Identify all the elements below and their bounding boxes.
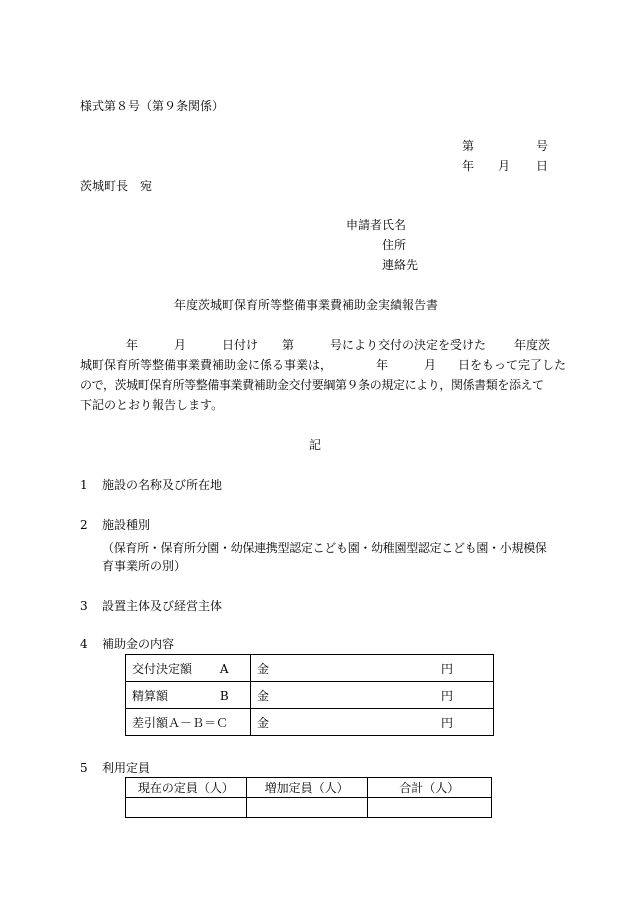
capacity-table [125,777,492,818]
ref-dai: 第 [462,139,475,153]
subsidy-code: B [219,688,229,703]
body-date: 日付け [222,338,259,352]
item4-label: 補助金の内容 [102,637,175,651]
subsidy-label: 差引額Ａ－Ｂ＝Ｃ [132,715,229,730]
body-line2-month: 月 [424,358,437,372]
subsidy-label-cell [126,682,251,709]
body-line2-day: 日をもって完了した [458,358,567,372]
body-line2: 城町保育所等整備事業費補助金に係る事業は， [80,358,333,372]
body-line4: 下記のとおり報告します。 [80,398,224,412]
item2-note-line2: 育事業所の別） [102,559,187,573]
item2-number: 2 [80,518,88,532]
yen-label: 円 [440,715,453,730]
body-line3: ので，茨城町保育所等整備事業費補助金交付要綱第９条の規定により，関係書類を添えて [80,378,544,392]
applicant-contact-label: 連絡先 [382,258,419,272]
body-line2-year: 年 [376,358,389,372]
date-year: 年 [462,159,475,173]
capacity-current-cell[interactable] [126,798,247,818]
body-fiscal-year: 年度茨 [514,338,551,352]
subsidy-amount-cell[interactable] [251,682,494,709]
item3-number: 3 [80,599,88,613]
table-row [126,682,494,709]
item3-label: 設置主体及び経営主体 [102,599,223,613]
capacity-increase-cell[interactable] [246,798,367,818]
item4-number: 4 [80,637,88,651]
item5-label: 利用定員 [102,761,151,775]
capacity-header-increase: 増加定員（人） [246,778,367,798]
yen-label: 円 [440,688,453,703]
applicant-address-label: 住所 [382,238,407,252]
capacity-total-cell[interactable] [367,798,491,818]
table-row [126,798,492,818]
kin-label: 金 [257,715,270,730]
item5-number: 5 [80,761,88,775]
table-row [126,709,494,736]
table-row [126,655,494,682]
subsidy-label-cell [126,709,251,736]
capacity-header-total: 合計（人） [367,778,491,798]
subsidy-label-cell [126,655,251,682]
subsidy-amount-cell[interactable] [251,709,494,736]
body-dai: 第 [282,338,295,352]
kin-label: 金 [257,688,270,703]
ref-gou: 号 [536,139,549,153]
capacity-header-current: 現在の定員（人） [126,778,247,798]
item2-note-line1: （保育所・保育所分園・幼保連携型認定こども園・幼稚園型認定こども園・小規模保 [102,541,547,555]
item2-label: 施設種別 [102,518,151,532]
table-row [126,778,492,798]
body-decision: 号により交付の決定を受けた [330,338,487,352]
addressee: 茨城町長 宛 [80,179,153,193]
body-year: 年 [126,338,139,352]
kin-label: 金 [257,661,270,676]
yen-label: 円 [440,661,453,676]
date-month: 月 [498,159,511,173]
item1-label: 施設の名称及び所在地 [102,478,223,492]
subsidy-label: 交付決定額 [132,661,193,676]
applicant-name-label: 申請者氏名 [346,218,407,232]
item1-number: 1 [80,478,88,492]
form-number: 様式第８号（第９条関係） [80,99,225,113]
document-title: 年度茨城町保育所等整備事業費補助金実績報告書 [174,298,439,312]
subsidy-amount-cell[interactable] [251,655,494,682]
body-month: 月 [174,338,187,352]
ki-heading: 記 [309,438,322,452]
subsidy-code: A [219,661,229,676]
subsidy-table [125,654,494,736]
subsidy-label: 精算額 [132,688,169,703]
date-day: 日 [536,159,549,173]
